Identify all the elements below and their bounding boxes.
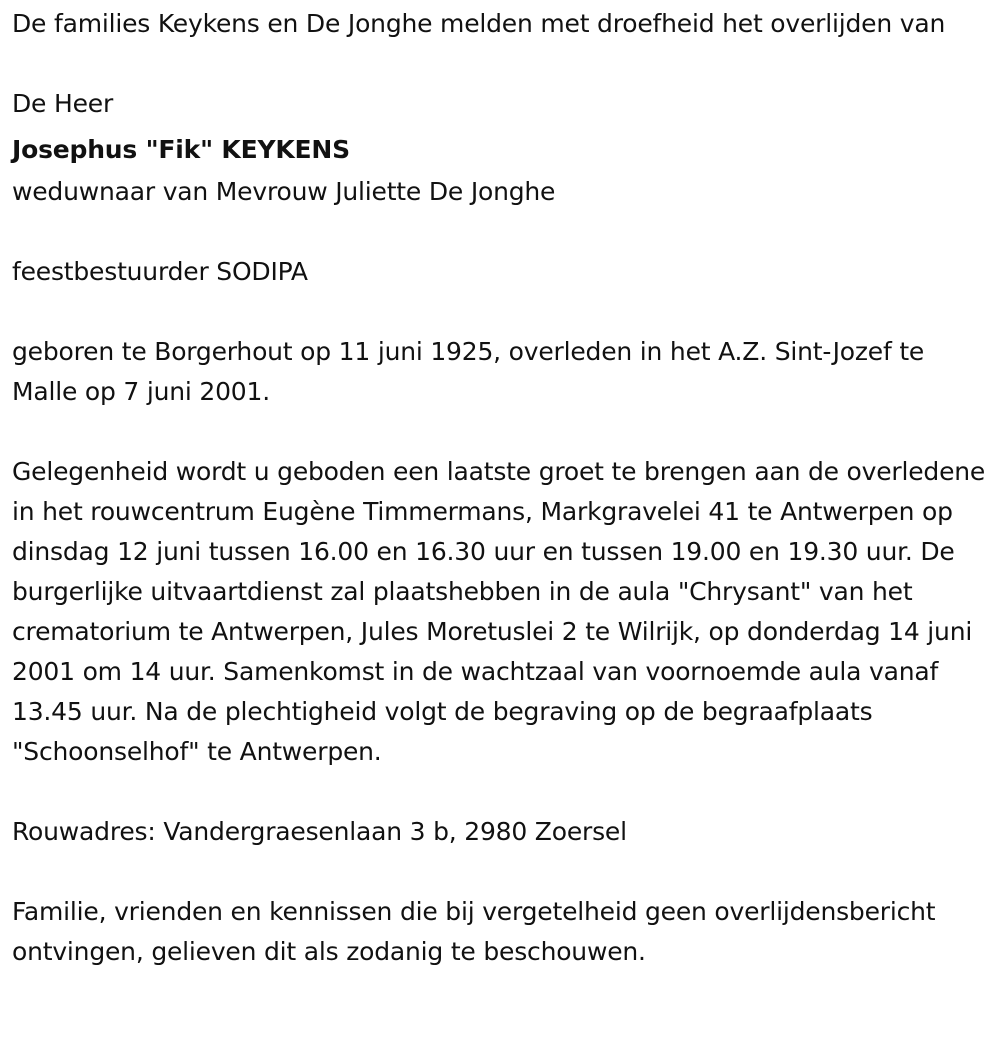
spacer (12, 852, 988, 892)
role-line: feestbestuurder SODIPA (12, 257, 308, 286)
spacer (12, 412, 988, 452)
ceremony-paragraph: Gelegenheid wordt u geboden een laatste groet te brengen aan de overledene in het rouwcentrum Eugène Timmermans, Markgravelei 41 te Antwerpen op dinsdag 12 juni tussen 16.00 en 16.30 uur en tussen 19.00 en 19.30 uur. De burgerlijke uitvaartdienst zal plaatshebben in de aula "Chrysant" van het crematorium te Antwerpen, Jules Moretuslei 2 te Wilrijk, op donderdag 14 juni 2001 om 14 uur. Samenkomst in de wachtzaal van voornoemde aula vanaf 13.45 uur. Na de plechtigheid volgt de begraving op de begraafplaats "Schoonselhof" te Antwerpen. (12, 457, 986, 766)
spacer (12, 212, 988, 252)
birth-death-paragraph: geboren te Borgerhout op 11 juni 1925, overleden in het A.Z. Sint-Jozef te Malle op 7 juni 2001. (12, 337, 925, 406)
widower-line: weduwnaar van Mevrouw Juliette De Jonghe (12, 177, 556, 206)
spacer (12, 44, 988, 84)
spacer (12, 772, 988, 812)
salutation: De Heer (12, 89, 114, 118)
intro-text: De families Keykens en De Jonghe melden met droefheid het overlijden van (12, 9, 946, 38)
mourning-address: Rouwadres: Vandergraesenlaan 3 b, 2980 Zoersel (12, 817, 627, 846)
deceased-name: Josephus "Fik" KEYKENS (12, 135, 350, 164)
closing-paragraph: Familie, vrienden en kennissen die bij vergetelheid geen overlijdensbericht ontvingen, gelieven dit als zodanig te beschouwen. (12, 897, 936, 966)
spacer (12, 292, 988, 332)
